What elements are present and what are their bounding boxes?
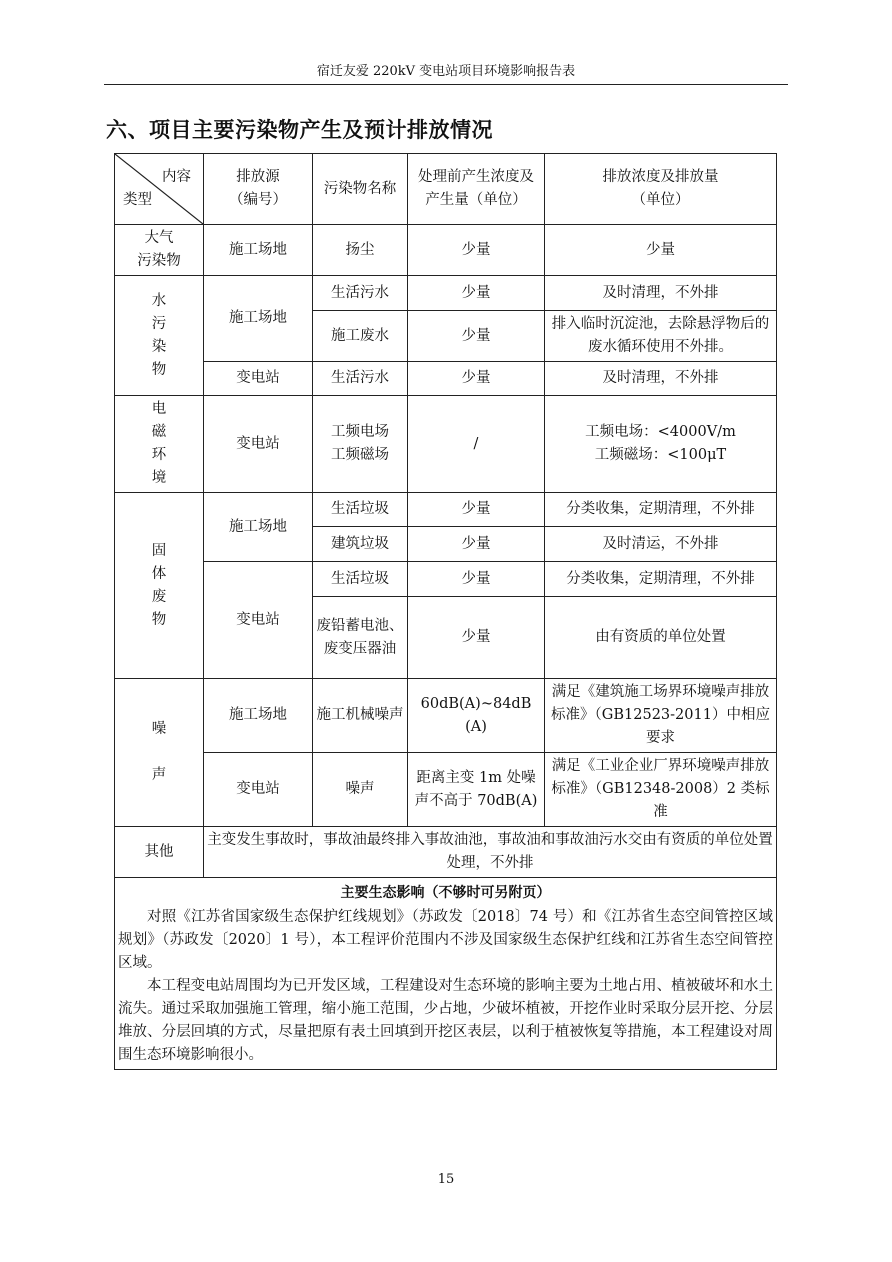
source-cell: 施工场地 (204, 276, 313, 362)
after-cell: 工频电场：<4000V/m 工频磁场：<100μT (545, 396, 777, 493)
eco-cell (115, 878, 777, 1070)
before-cell: 60dB(A)~84dB(A) (408, 679, 545, 753)
before-cell: / (408, 396, 545, 493)
header-rule (104, 84, 788, 85)
after-cell: 及时清运，不外排 (545, 527, 777, 562)
pollutant-table (114, 153, 777, 1070)
before-cell: 少量 (408, 225, 545, 276)
pollutant-cell: 建筑垃圾 (313, 527, 408, 562)
after-cell: 由有资质的单位处置 (545, 597, 777, 679)
source-cell: 变电站 (204, 562, 313, 679)
running-header: 宿迁友爱 220kV 变电站项目环境影响报告表 (316, 64, 576, 79)
before-cell: 少量 (408, 362, 545, 396)
pollutant-cell: 生活垃圾 (313, 562, 408, 597)
category-solid: 固体废物 (115, 493, 204, 679)
table-row (115, 493, 777, 527)
header-content-label: 内容 (162, 169, 191, 185)
pollutant-cell: 噪声 (313, 753, 408, 827)
before-cell: 少量 (408, 493, 545, 527)
header-source: 排放源 （编号） (204, 154, 313, 225)
pollutant-cell: 生活垃圾 (313, 493, 408, 527)
source-cell: 施工场地 (204, 225, 313, 276)
pollutant-cell: 生活污水 (313, 276, 408, 311)
after-cell: 分类收集，定期清理，不外排 (545, 493, 777, 527)
category-emf: 电磁环境 (115, 396, 204, 493)
before-cell: 少量 (408, 276, 545, 311)
eco-paragraph-2: 本工程变电站周围均为已开发区域，工程建设对生态环境的影响主要为土地占用、植被破坏和水土流失。通过采取加强施工管理，缩小施工范围，少占地，少破坏植被，开挖作业时采取分层开挖、分层堆放、分层回填的方式，尽量把原有表土回填到开挖区表层，以利于植被恢复等措施，本工程建设对周围生态环境影响很小。 (118, 978, 773, 1063)
pollutant-cell: 施工废水 (313, 311, 408, 362)
diagonal-header-cell (115, 154, 204, 225)
eco-heading: 主要生态影响（不够时可另附页） (340, 885, 551, 901)
category-water: 水污染物 (115, 276, 204, 396)
category-air: 大气 污染物 (115, 225, 204, 276)
source-cell: 施工场地 (204, 493, 313, 562)
before-cell: 少量 (408, 311, 545, 362)
table-row (115, 396, 777, 493)
after-cell: 分类收集，定期清理，不外排 (545, 562, 777, 597)
page-number: 15 (437, 1172, 455, 1187)
before-cell: 距离主变 1m 处噪声不高于 70dB(A) (408, 753, 545, 827)
table-row (115, 562, 777, 597)
header-type-label: 类型 (123, 192, 152, 208)
after-cell: 排入临时沉淀池，去除悬浮物后的废水循环使用不外排。 (545, 311, 777, 362)
pollutant-cell: 废铅蓄电池、废变压器油 (313, 597, 408, 679)
table-row (115, 276, 777, 311)
after-cell: 少量 (545, 225, 777, 276)
after-cell: 及时清理，不外排 (545, 276, 777, 311)
before-cell: 少量 (408, 527, 545, 562)
before-cell: 少量 (408, 562, 545, 597)
table-header-row (115, 154, 777, 225)
header-pollutant: 污染物名称 (313, 154, 408, 225)
table-row (115, 225, 777, 276)
source-cell: 变电站 (204, 396, 313, 493)
after-cell: 及时清理，不外排 (545, 362, 777, 396)
section-title: 六、项目主要污染物产生及预计排放情况 (106, 118, 493, 142)
source-cell: 变电站 (204, 753, 313, 827)
table-row (115, 753, 777, 827)
header-after: 排放浓度及排放量 （单位） (545, 154, 777, 225)
pollutant-cell: 施工机械噪声 (313, 679, 408, 753)
category-noise: 噪 声 (115, 679, 204, 827)
eco-row (115, 878, 777, 1070)
pollutant-cell: 生活污水 (313, 362, 408, 396)
header-before: 处理前产生浓度及产生量（单位） (408, 154, 545, 225)
table-row (115, 362, 777, 396)
eco-paragraph-1: 对照《江苏省国家级生态保护红线规划》（苏政发〔2018〕74 号）和《江苏省生态空间管控区域规划》（苏政发〔2020〕1 号），本工程评价范围内不涉及国家级生态保护红线和江苏省生态空间管控区域。 (118, 909, 773, 971)
pollutant-cell: 工频电场 工频磁场 (313, 396, 408, 493)
pollutant-cell: 扬尘 (313, 225, 408, 276)
table-row (115, 679, 777, 753)
other-text: 主变发生事故时，事故油最终排入事故油池，事故油和事故油污水交由有资质的单位处置处理，不外排 (204, 827, 777, 878)
before-cell: 少量 (408, 597, 545, 679)
after-cell: 满足《工业企业厂界环境噪声排放标准》（GB12348-2008）2 类标准 (545, 753, 777, 827)
after-cell: 满足《建筑施工场界环境噪声排放标准》（GB12523-2011）中相应要求 (545, 679, 777, 753)
source-cell: 变电站 (204, 362, 313, 396)
source-cell: 施工场地 (204, 679, 313, 753)
category-other: 其他 (115, 827, 204, 878)
table-row (115, 827, 777, 878)
